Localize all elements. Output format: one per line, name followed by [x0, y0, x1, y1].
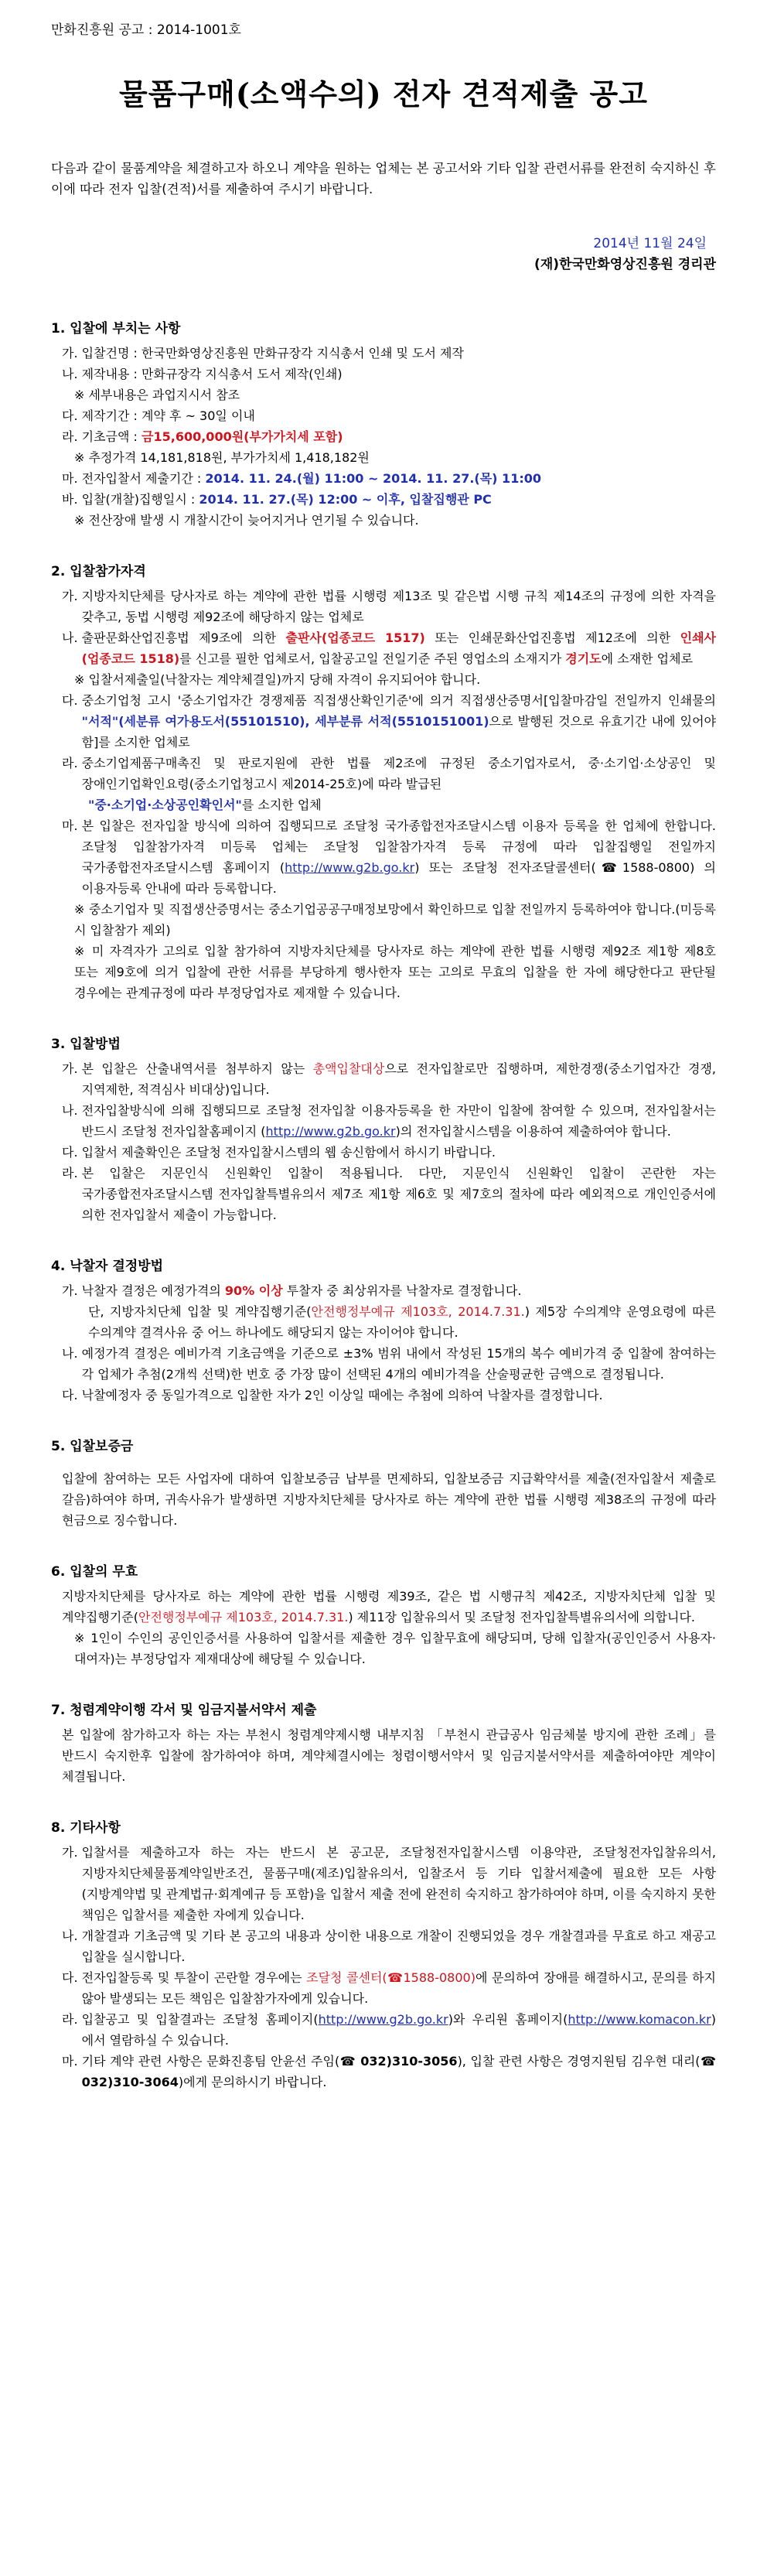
regulation-ref: 안전행정부예규 제103호, 2014.7.31.: [138, 1610, 349, 1625]
item-text: [82, 1058, 716, 1100]
g2b-link[interactable]: http://www.g2b.go.kr: [318, 2012, 448, 2027]
section-body: 입찰에 참여하는 모든 사업자에 대하여 입찰보증금 납부를 면제하되, 입찰보증금 지급확약서를 제출(전자입찰서 제출로 갈음)하여야 하며, 귀속사유가 발생하면 지방자치단체를 당사자로 하는 계약에 관한 법률 시행령 제38조의 규정에 따라 현금으로 징수합니다.: [62, 1471, 716, 1528]
text-run: 기초금액 :: [81, 429, 142, 444]
item-text: [88, 794, 716, 815]
item-text: 입찰서 제출확인은 조달청 전자입찰시스템의 웹 송신함에서 하시기 바랍니다.: [81, 1145, 496, 1160]
list-item: [51, 1100, 716, 1142]
item-text: 낙찰예정자 중 동일가격으로 입찰한 자가 2인 이상일 때에는 추첨에 의하여 낙찰자를 결정합니다.: [81, 1388, 603, 1402]
item-marker: 가.: [62, 346, 82, 360]
item-text: 제작내용 : 만화규장각 지식총서 도서 제작(인쇄): [81, 367, 343, 381]
text-run: 본 입찰은 산출내역서를 첨부하지 않는: [81, 1061, 313, 1076]
item-marker: 다.: [62, 1145, 82, 1160]
note: [51, 384, 716, 405]
list-item: [51, 1058, 716, 1100]
note-text: ※ 미 자격자가 고의로 입찰 참가하여 지방자치단체를 당사자로 하는 계약에 관한 법률 시행령 제92조 제1항 제8호 또는 제9호에 의거 입찰에 관한 서류를 부당하게 행사한자 또는 고의로 무효의 입찰을 한 자에 해당한다고 판단될 경우에는 관계규정에 따라 부정당업자로 제재할 수 있습니다.: [74, 944, 716, 1000]
text-run: 를 신고를 필한 업체로서, 입찰공고일 전일기준 주된 영업소의 소재지가: [179, 651, 566, 666]
item-marker: 나.: [62, 1929, 82, 1943]
product-classification: "서적"(세분류 여가용도서(55101510), 세부분류 서적(5510151001): [81, 714, 489, 729]
list-item: [51, 2009, 716, 2051]
section-bid-bond: [51, 1437, 716, 1531]
section-bid-items: [51, 319, 716, 531]
note-text: ※ 추정가격 14,181,818원, 부가가치세 1,418,182원: [74, 450, 370, 465]
section-eligibility: [51, 562, 716, 1003]
section-bid-method: [51, 1034, 716, 1225]
text-run: 입찰(개찰)집행일시 :: [81, 492, 199, 507]
list-item: [51, 1842, 716, 1925]
list-item: [51, 468, 716, 489]
item-marker: 다.: [62, 1388, 82, 1402]
item-marker: 나.: [62, 367, 82, 381]
section-heading: 3. 입찰방법: [51, 1037, 121, 1052]
text-run: 으로 발행된 것으로 유효기간 내에 있어야 함]를 소지한 업체로: [81, 714, 716, 750]
text-run: 으로 전자입찰로만 집행하며, 제한경쟁(중소기업자간 경쟁, 지역제한, 적격심사 비대상)입니다.: [81, 1061, 716, 1097]
note-text: ※ 세부내용은 과업지시서 참조: [74, 388, 240, 402]
list-item-continuation: [51, 1301, 716, 1343]
text-run: 전자입찰등록 및 투찰이 곤란할 경우에는: [81, 1970, 307, 1985]
list-item: [51, 1280, 716, 1301]
item-marker: 라.: [62, 1166, 82, 1180]
item-marker: 다.: [62, 1970, 82, 1985]
item-text: [88, 1301, 716, 1343]
text-run: 본 입찰은 전자입찰 방식에 의하여 집행되므로 조달청 국가종합전자조달시스템 이용자 등록을 한 업체에 한합니다. 조달청 입찰참가자격 미등록 업체는 조달청 입찰참가자격 등록 규정에 따라 입찰집행일 전일까지 국가종합전자조달시스템 홈페이지 (: [81, 818, 716, 875]
note-text: ※ 전산장애 발생 시 개찰시간이 늦어지거나 연기될 수 있습니다.: [74, 513, 419, 528]
item-text: [82, 690, 716, 753]
list-item: [51, 405, 716, 426]
item-marker: 가.: [62, 1845, 82, 1860]
item-marker: 나.: [62, 630, 82, 645]
item-text: [82, 426, 716, 447]
text-run: 전자입찰서 제출기간 :: [81, 471, 206, 486]
item-marker: 나.: [62, 1103, 82, 1118]
text-run: )에게 문의하시기 바랍니다.: [178, 2075, 327, 2089]
section-award-method: [51, 1256, 716, 1406]
item-text: [82, 1280, 716, 1301]
text-run: ), 입찰 관련 사항은 경영지원팀 김우현 대리(: [457, 2054, 701, 2069]
page-title: 물품구매(소액수의) 전자 견적제출 공고: [119, 77, 648, 111]
item-text: [82, 2009, 716, 2051]
section-heading: 2. 입찰참가자격: [51, 564, 146, 579]
list-item: [51, 586, 716, 627]
list-item: [51, 753, 716, 794]
list-item: [51, 1343, 716, 1385]
section-heading: 8. 기타사항: [51, 1820, 121, 1836]
item-marker: 바.: [62, 492, 82, 507]
item-marker: 나.: [62, 1346, 82, 1361]
notice-date: 2014년 11월 24일: [593, 236, 707, 251]
publisher-code: 출판사(업종코드 1517): [285, 630, 425, 645]
contact-phone: ☎ 032)310-3056: [339, 2054, 458, 2069]
submission-period: 2014. 11. 24.(월) 11:00 ~ 2014. 11. 27.(목) 11:00: [205, 471, 541, 486]
note-text: ※ 입찰서제출일(낙찰자는 계약체결일)까지 당해 자격이 유지되어야 합니다.: [74, 672, 481, 687]
item-marker: 가.: [62, 589, 82, 603]
section-invalid-bids: [51, 1562, 716, 1669]
region-name: 경기도: [565, 651, 602, 666]
award-threshold: 90% 이상: [224, 1283, 283, 1298]
note: [51, 1628, 716, 1669]
note: [51, 899, 716, 941]
text-run: )의 전자입찰시스템을 이용하여 제출하여야 합니다.: [395, 1124, 671, 1139]
note: [51, 510, 716, 531]
text-run: 에 소재한 업체로: [601, 651, 694, 666]
text-run: ) 또는 조달청 전자조달콜센터(☎1588-0800) 의 이용자등록 안내에 따라 등록합니다.: [81, 860, 716, 896]
section-heading: 4. 낙찰자 결정방법: [51, 1259, 164, 1274]
item-marker: 가.: [62, 1061, 82, 1076]
text-run: 전자입찰방식에 의해 집행되므로 조달청 전자입찰 이용자등록을 한 자만이 입찰에 참여할 수 있으며, 전자입찰서는 반드시 조달청 전자입찰홈페이지 (: [81, 1103, 716, 1139]
list-item: [51, 364, 716, 384]
note: [51, 669, 716, 690]
note: [51, 941, 716, 1003]
notice-number: 만화진흥원 공고 : 2014-1001호: [51, 22, 241, 38]
text-run: 지방자치단체를 당사자로 하는 계약에 관한 법률 시행령 제39조, 같은 법 시행규칙 제42조, 지방자치단체 입찰 및 계약집행기준(: [62, 1589, 716, 1625]
text-run: 출판문화산업진흥법 제9조에 의한: [81, 630, 286, 645]
text-run: 에 문의하여 장애를 해결하시고, 문의를 하지 않아 발생되는 모든 책임은 입찰참가자에게 있습니다.: [81, 1970, 716, 2006]
note-text: ※ 1인이 수인의 공인인증서를 사용하여 입찰서를 제출한 경우 입찰무효에 해당되며, 당해 입찰자(공인인증서 사용자·대여자)는 부정당업자 제재대상에 해당될 수 있습니다.: [74, 1631, 716, 1666]
item-marker: 가.: [62, 1283, 82, 1298]
note: [51, 447, 716, 468]
lump-sum-target: 총액입찰대상: [312, 1061, 385, 1076]
list-item: [51, 343, 716, 364]
item-marker: 다.: [62, 408, 82, 423]
issuing-organization: (재)한국만화영상진흥원 경리관: [534, 257, 716, 272]
item-text: [82, 1967, 716, 2009]
text-run: )와 우리원 홈페이지(: [448, 2012, 568, 2027]
item-marker: 마.: [62, 471, 82, 486]
text-run: 낙찰자 결정은 예정가격의: [81, 1283, 225, 1298]
text-run: 투찰자 중 최상위자를 낙찰자로 결정합니다.: [282, 1283, 522, 1298]
item-marker: 라.: [62, 2012, 82, 2027]
item-text: [82, 468, 716, 489]
section-heading: 5. 입찰보증금: [51, 1439, 134, 1454]
section-integrity-pledge: [51, 1700, 716, 1787]
list-item: [51, 1385, 716, 1406]
text-run: 단, 지방자치단체 입찰 및 계약집행기준(: [88, 1304, 312, 1319]
section-heading: 7. 청렴계약이행 각서 및 임금지불서약서 제출: [51, 1703, 317, 1718]
section-heading: 1. 입찰에 부치는 사항: [51, 321, 181, 337]
list-item: [51, 1163, 716, 1225]
komacon-link[interactable]: http://www.komacon.kr: [568, 2012, 711, 2027]
item-text: 중소기업제품구매촉진 및 판로지원에 관한 법률 제2조에 규정된 중소기업자로서, 중·소기업·소상공인 및 장애인기업확인요령(중소기업청고시 제2014-25호)에 따라 발급된: [81, 756, 716, 791]
item-text: [82, 815, 716, 899]
item-text: 예정가격 결정은 예비가격 기초금액을 기준으로 ±3% 범위 내에서 작성된 15개의 복수 예비가격 중 입찰에 참여하는 각 업체가 추첨(2개씩 선택)한 번호 중 가장 많이 선택된 4개의 예비가격을 산술평균한 금액으로 결정됩니다.: [81, 1346, 716, 1382]
base-amount: 금15,600,000원(부가가치세 포함): [141, 429, 343, 444]
item-text: [82, 2051, 716, 2093]
contact-phone: ☎ 032)310-3064: [81, 2054, 716, 2089]
list-item: [51, 690, 716, 753]
list-item: [51, 627, 716, 669]
list-item-continuation: [51, 794, 716, 815]
list-item: [51, 1967, 716, 2009]
item-text: [82, 489, 716, 510]
text-run: ) 제5장 수의계약 운영요령에 따른 수의계약 결격사유 중 어느 하나에도 해당되지 않는 자이어야 합니다.: [88, 1304, 716, 1340]
text-run: 를 소지한 업체: [241, 798, 322, 812]
list-item: [51, 815, 716, 899]
list-item: [51, 426, 716, 447]
item-text: 입찰서를 제출하고자 하는 자는 반드시 본 공고문, 조달청전자입찰시스템 이용약관, 조달청전자입찰유의서, 지방자치단체물품계약일반조건, 물품구매(제조)입찰유의서, 입찰조서 등 기타 입찰서제출에 필요한 모든 사항(지방계약법 및 관계법규·회계예규 등 포함)을 입찰서 제출 전에 완전히 숙지하고 참가하여야 하며, 이를 숙지하지 못한 책임은 입찰서를 제출한 자에게 있습니다.: [81, 1845, 716, 1922]
text-run: 입찰공고 및 입찰결과는 조달청 홈페이지(: [81, 2012, 319, 2027]
item-text: 제작기간 : 계약 후 ~ 30일 이내: [81, 408, 255, 423]
printer-code: 인쇄사(업종코드 1518): [81, 630, 717, 666]
list-item: [51, 1142, 716, 1163]
item-text: 개찰결과 기초금액 및 기타 본 공고의 내용과 상이한 내용으로 개찰이 진행되었을 경우 개찰결과를 무효로 하고 재공고 입찰을 실시합니다.: [81, 1929, 716, 1964]
text-run: 또는 인쇄문화산업진흥법 제12조에 의한: [424, 630, 680, 645]
section-body: 본 입찰에 참가하고자 하는 자는 부천시 청렴계약제시행 내부지침 「부천시 관급공사 임금체불 방지에 관한 조례」를 반드시 숙지한후 입찰에 참가하여야 하며, 계약체결시에는 청렴이행서약서 및 임금지불서약서를 제출하여야만 계약이 체결됩니다.: [62, 1727, 716, 1784]
item-text: 입찰건명 : 한국만화영상진흥원 만화규장각 지식총서 인쇄 및 도서 제작: [81, 346, 464, 360]
list-item: [51, 489, 716, 510]
sme-certificate: "중·소기업·소상공인확인서": [88, 798, 242, 812]
text-run: ) 제11장 입찰유의서 및 조달청 전자입찰특별유의서에 의합니다.: [348, 1610, 696, 1625]
item-text: [82, 1100, 716, 1142]
intro-paragraph: 다음과 같이 물품계약을 체결하고자 하오니 계약을 원하는 업체는 본 공고서와 기타 입찰 관련서류를 완전히 숙지하신 후 이에 따라 전자 입찰(견적)서를 제출하여 주시기 바랍니다.: [51, 161, 716, 196]
section-other: [51, 1818, 716, 2093]
text-run: )에서 열람하실 수 있습니다.: [81, 2012, 716, 2048]
item-marker: 마.: [62, 2054, 82, 2069]
item-marker: 라.: [62, 429, 82, 444]
item-text: 지방자치단체를 당사자로 하는 계약에 관한 법률 시행령 제13조 및 같은법 시행 규칙 제14조의 규정에 의한 자격을 갖추고, 동법 시행령 제92조에 해당하지 않는 업체로: [81, 589, 716, 624]
item-text: [82, 627, 716, 669]
item-marker: 마.: [62, 818, 82, 833]
opening-datetime: 2014. 11. 27.(목) 12:00 ~ 이후, 입찰집행관 PC: [199, 492, 492, 507]
list-item: [51, 1925, 716, 1967]
list-item: [51, 2051, 716, 2093]
g2b-link[interactable]: http://www.g2b.go.kr: [285, 860, 415, 875]
regulation-ref: 안전행정부예규 제103호, 2014.7.31.: [311, 1304, 525, 1319]
g2b-link[interactable]: http://www.g2b.go.kr: [265, 1124, 396, 1139]
item-marker: 라.: [62, 756, 82, 770]
note-text: ※ 중소기업자 및 직접생산증명서는 중소기업공공구매정보망에서 확인하므로 입찰 전일까지 등록하여야 합니다.(미등록 시 입찰참가 제외): [74, 902, 716, 938]
section-heading: 6. 입찰의 무효: [51, 1564, 138, 1580]
text-run: 중소기업청 고시 '중소기업자간 경쟁제품 직접생산확인기준'에 의거 직접생산증명서[입찰마감일 전일까지 인쇄물의: [81, 693, 716, 708]
text-run: 기타 계약 관련 사항은 문화진흥팀 안윤선 주임(: [81, 2054, 340, 2069]
section-body: [51, 1586, 716, 1628]
item-marker: 다.: [62, 693, 82, 708]
item-text: 본 입찰은 지문인식 신원확인 입찰이 적용됩니다. 다만, 지문인식 신원확인 입찰이 곤란한 자는 국가종합전자조달시스템 전자입찰특별유의서 제7조 제1항 제6호 및 제7호의 절차에 따라 예외적으로 개인인증서에 의한 전자입찰서 제출이 가능합니다.: [81, 1166, 716, 1222]
call-center: 조달청 콜센터(☎1588-0800): [306, 1970, 476, 1985]
